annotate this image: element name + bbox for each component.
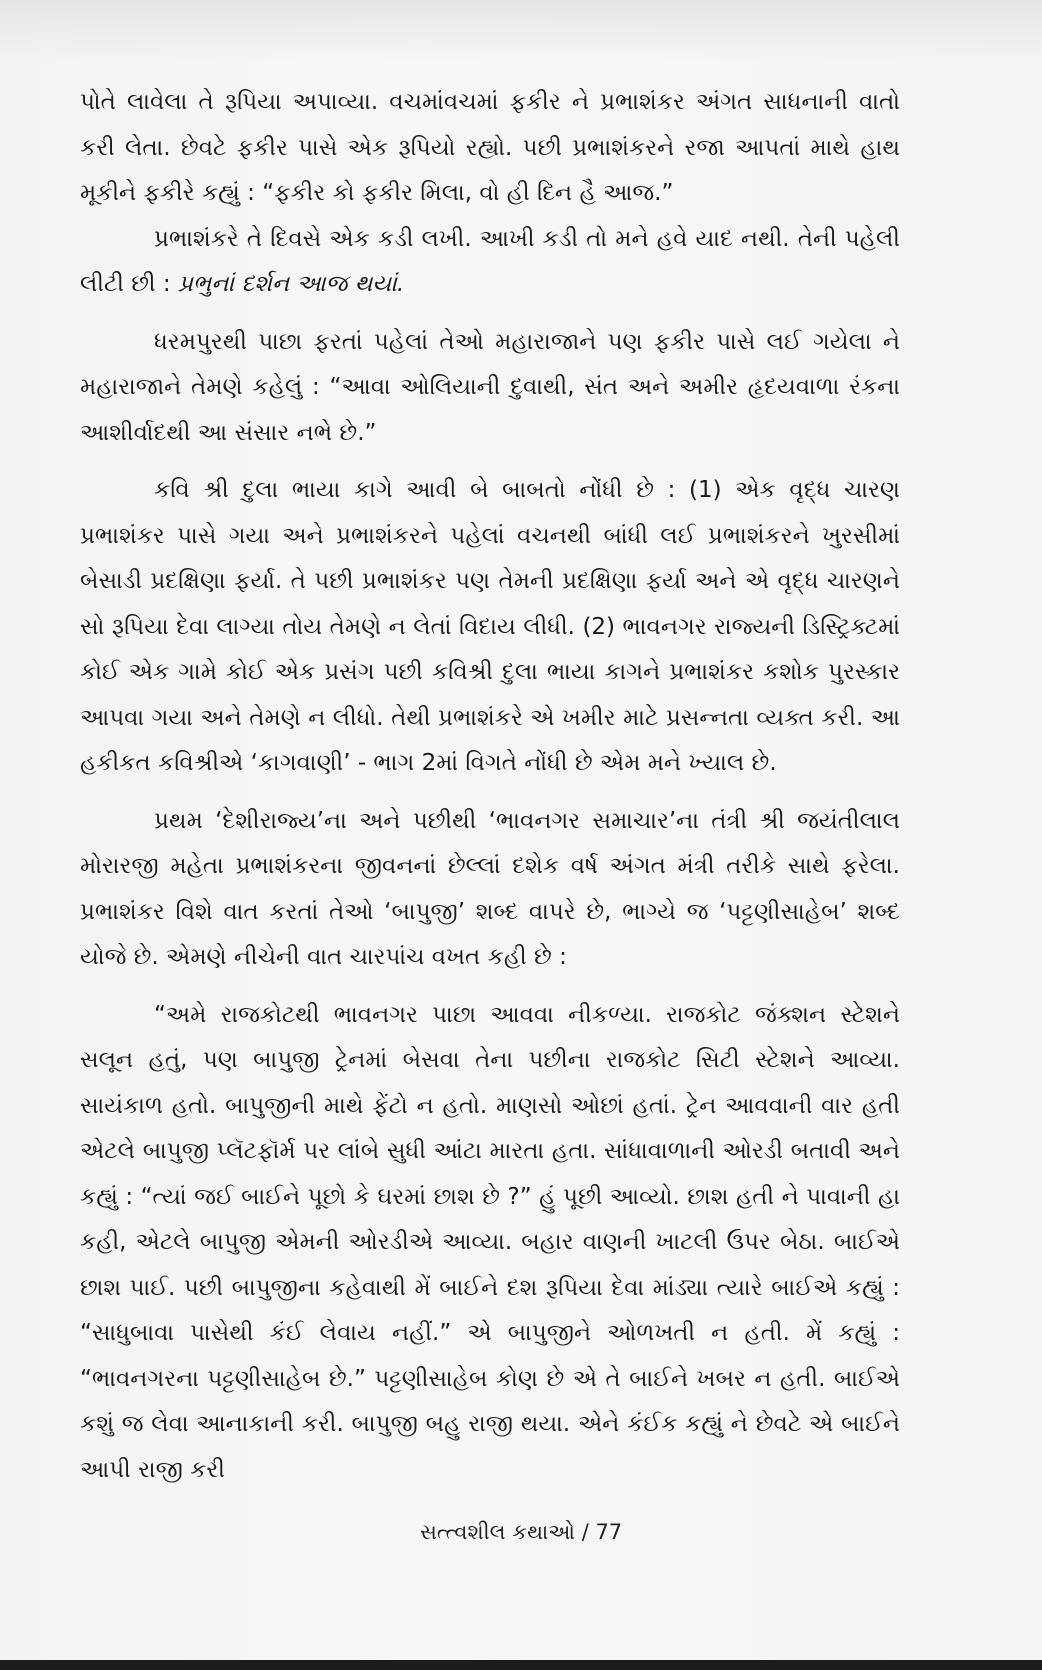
paragraph-3: ધરમપુરથી પાછા ફરતાં પહેલાં તેઓ મહારાજાને પણ ફકીર પાસે લઈ ગયેલા ને મહારાજાને તેમણે કહેલું : “આવા ઓલિયાની દુવાથી, સંત અને અમીર હૃદયવાળા રંકના આશીર્વાદથી આ સંસાર નભે છે.” bbox=[80, 328, 900, 446]
paragraph-1: પોતે લાવેલા તે રૂપિયા અપાવ્યા. વચમાંવચમાં ફકીર ને પ્રભાશંકર અંગત સાધનાની વાતો કરી લેતા. છેવટે ફકીર પાસે એક રૂપિયો રહ્યો. પછી પ્રભાશંકરને રજા આપતાં માથે હાથ મૂકીને ફકીરે કહ્યું : “ફકીર કો ફકીર મિલા, વો હી દિન હૈ આજ.” bbox=[80, 89, 900, 206]
page-top-shade bbox=[0, 0, 1042, 60]
paragraph-2: પ્રભાશંકરે તે દિવસે એક કડી લખી. આખી કડી તો મને હવે યાદ નથી. તેની પહેલી લીટી છી : પ્રભુનાં દર્શન આજ થયાં. bbox=[80, 225, 900, 297]
page-footer: સત્ત્વશીલ કથાઓ / 77 bbox=[419, 1520, 623, 1544]
page-bottom-edge bbox=[0, 1660, 1042, 1670]
paragraph-4: કવિ શ્રી દુલા ભાયા કાગે આવી બે બાબતો નોંધી છે : (1) એક વૃદ્ધ ચારણ પ્રભાશંકર પાસે ગયા અને પ્રભાશંકરને પહેલાં વચનથી બાંધી લઈ પ્રભાશંકરને ખુરસીમાં બેસાડી પ્રદક્ષિણા ફર્યા. તે પછી પ્રભાશંકર પણ તેમની પ્રદક્ષિણા ફર્યા અને એ વૃદ્ધ ચારણને સો રૂપિયા દેવા લાગ્યા તોય તેમણે ન લેતાં વિદાય લીધી. (2) ભાવનગર રાજ્યની ડિસ્ટ્રિક્ટમાં કોઈ એક ગામે કોઈ એક પ્રસંગ પછી કવિશ્રી દુલા ભાયા કાગને પ્રભાશંકર કશોક પુરસ્કાર આપવા ગયા અને તેમણે ન લીધો. તેથી પ્રભાશંકરે એ ખમીર માટે પ્રસન્નતા વ્યક્ત કરી. આ હકીકત કવિશ્રીએ ‘કાગવાણી’ - ભાગ 2માં વિગતે નોંધી છે એમ મને ખ્યાલ છે. bbox=[80, 477, 900, 776]
paragraph-2-italic-line: પ્રભુનાં દર્શન આજ થયાં. bbox=[177, 271, 405, 297]
paragraph-6: “અમે રાજકોટથી ભાવનગર પાછા આવવા નીકળ્યા. રાજકોટ જંક્શન સ્ટેશને સલૂન હતું, પણ બાપુજી ટ્રેનમાં બેસવા તેના પછીના રાજકોટ સિટી સ્ટેશને આવ્યા. સાયંકાળ હતો. બાપુજીની માથે ફેંટો ન હતો. માણસો ઓછાં હતાં. ટ્રેન આવવાની વાર હતી એટલે બાપુજી પ્લૅટફૉર્મ પર લાંબે સુધી આંટા મારતા હતા. સાંધાવાળાની ઓરડી બતાવી અને કહ્યું : “ત્યાં જઈ બાઈને પૂછો કે ઘરમાં છાશ છે ?” હું પૂછી આવ્યો. છાશ હતી ને પાવાની હા કહી, એટલે બાપુજી એમની ઓરડીએ આવ્યા. બહાર વાણની ખાટલી ઉપર બેઠા. બાઈએ છાશ પાઈ. પછી બાપુજીના કહેવાથી મેં બાઈને દશ રૂપિયા દેવા માંડ્યા ત્યારે બાઈએ કહ્યું : “સાધુબાવા પાસેથી કંઈ લેવાય નહીં.” એ બાપુજીને ઓળખતી ન હતી. મેં કહ્યું : “ભાવનગરના પટ્ટણીસાહેબ છે.” પટ્ટણીસાહેબ કોણ છે એ તે બાઈને ખબર ન હતી. બાઈએ કશું જ લેવા આનાકાની કરી. બાપુજી બહુ રાજી થયા. એને કંઈક કહ્યું ને છેવટે એ બાઈને આપી રાજી કરી bbox=[80, 1001, 900, 1483]
paragraph-5: પ્રથમ ‘દેશીરાજ્ય’ના અને પછીથી ‘ભાવનગર સમાચાર’ના તંત્રી શ્રી જયંતીલાલ મોરારજી મહેતા પ્રભાશંકરના જીવનનાં છેલ્લાં દશેક વર્ષ અંગત મંત્રી તરીકે સાથે ફરેલા. પ્રભાશંકર વિશે વાત કરતાં તેઓ ‘બાપુજી’ શબ્દ વાપરે છે, ભાગ્યે જ ‘પટ્ટણીસાહેબ’ શબ્દ યોજે છે. એમણે નીચેની વાત ચારપાંચ વખત કહી છે : bbox=[80, 807, 900, 970]
body-text bbox=[80, 80, 900, 1493]
